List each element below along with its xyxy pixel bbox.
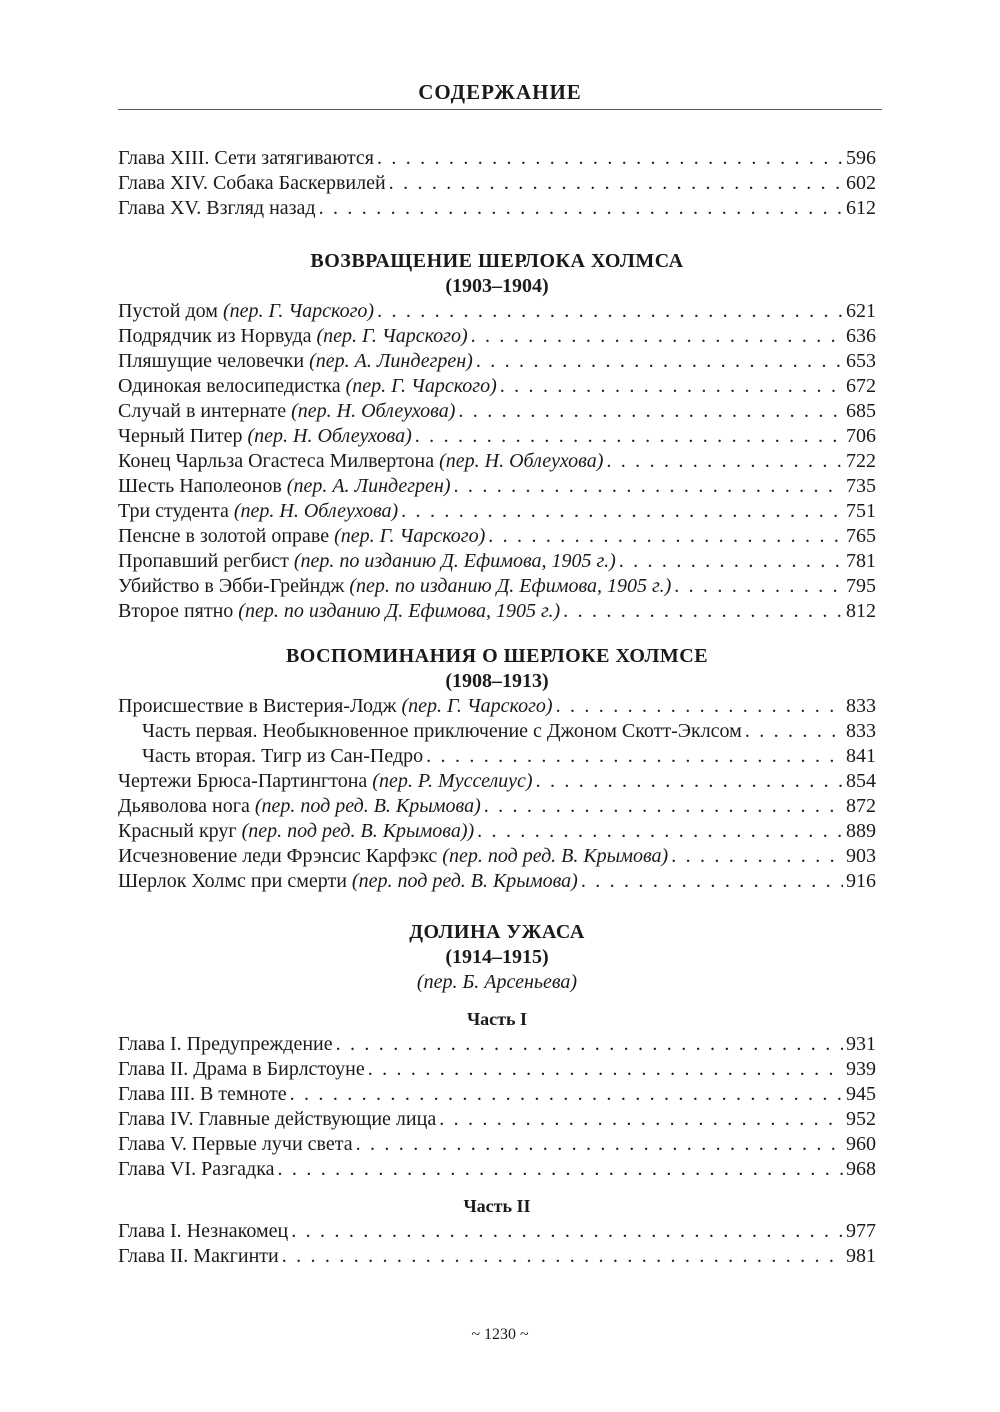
toc-entry	[118, 349, 876, 374]
toc-entry	[118, 374, 876, 399]
toc-entry-translator: (пер. Г. Чарского)	[316, 325, 468, 347]
toc-page-number: 812	[846, 600, 876, 622]
toc-page-number: 751	[846, 500, 876, 522]
toc-dot-leader	[426, 744, 843, 769]
toc-page-number: 968	[846, 1158, 876, 1180]
toc-entry	[118, 1032, 876, 1057]
toc-entry-translator: (пер. под ред. В. Крымова))	[241, 820, 475, 842]
toc-entry	[118, 1244, 876, 1269]
toc-dot-leader	[377, 299, 843, 324]
toc-entry	[118, 146, 876, 171]
toc-entry	[118, 399, 876, 424]
section-title: ВОСПОМИНАНИЯ О ШЕРЛОКЕ ХОЛМСЕ	[285, 645, 709, 667]
toc-dot-leader	[458, 399, 843, 424]
toc-dot-leader	[415, 424, 843, 449]
toc-page-number: 795	[846, 575, 876, 597]
toc-page-number: 621	[846, 300, 876, 322]
toc-entry	[118, 1219, 876, 1244]
toc-dot-leader	[745, 719, 843, 744]
toc-entry-title: Глава VI. Разгадка	[118, 1158, 275, 1180]
running-header: СОДЕРЖАНИЕ	[118, 80, 882, 110]
toc-dot-leader	[291, 1219, 843, 1244]
toc-page-number: 854	[846, 770, 876, 792]
toc-entry	[118, 869, 876, 894]
toc-entry-title: Глава III. В темноте	[118, 1083, 287, 1105]
toc-entry	[118, 1157, 876, 1182]
toc-dot-leader	[500, 374, 843, 399]
toc-entry-title: Пустой дом (пер. Г. Чарского)	[118, 300, 375, 322]
toc-page-number: 903	[846, 845, 876, 867]
toc-entry	[118, 574, 876, 599]
toc-entry-title: Одинокая велосипедистка (пер. Г. Чарского)	[118, 375, 497, 397]
toc-entry-title: Шесть Наполеонов (пер. А. Линдегрен)	[118, 475, 451, 497]
toc-page-number: 636	[846, 325, 876, 347]
toc-entry	[118, 171, 876, 196]
toc-entry-title: Пляшущие человечки (пер. А. Линдегрен)	[118, 350, 473, 372]
toc-dot-leader	[356, 1132, 843, 1157]
toc-page-number: 685	[846, 400, 876, 422]
toc-dot-leader	[536, 769, 843, 794]
toc-dot-leader	[484, 794, 843, 819]
toc-entry	[118, 424, 876, 449]
toc-dot-leader	[377, 146, 843, 171]
toc-entry-translator: (пер. Г. Чарского)	[401, 695, 553, 717]
toc-dot-leader	[488, 524, 843, 549]
toc-entry-title: Исчезновение леди Фрэнсис Карфэкс (пер. под ред. В. Крымова)	[118, 845, 669, 867]
toc-entry-title: Случай в интернате (пер. Н. Облеухова)	[118, 400, 456, 422]
toc-dot-leader	[556, 694, 843, 719]
toc-page-number: 952	[846, 1108, 876, 1130]
part-entries	[118, 1219, 876, 1269]
toc-entry-title: Конец Чарльза Огастеса Милвертона (пер. Н. Облеухова)	[118, 450, 604, 472]
toc-entry-title: Второе пятно (пер. по изданию Д. Ефимова, 1905 г.)	[118, 600, 561, 622]
toc-entry-translator: (пер. Н. Облеухова)	[291, 400, 456, 422]
toc-page-number: 706	[846, 425, 876, 447]
toc-entry	[118, 299, 876, 324]
toc-entry	[118, 719, 876, 744]
toc-entry-title: Глава XV. Взгляд назад	[118, 197, 316, 219]
toc-entry-title: Убийство в Эбби-Грейндж (пер. по изданию Д. Ефимова, 1905 г.)	[118, 575, 672, 597]
toc-page-number: 981	[846, 1245, 876, 1267]
section-title: ВОЗВРАЩЕНИЕ ШЕРЛОКА ХОЛМСА	[310, 250, 684, 272]
toc-entry-title: Глава I. Предупреждение	[118, 1033, 333, 1055]
toc-page-number: 672	[846, 375, 876, 397]
toc-entry-title: Красный круг (пер. под ред. В. Крымова))	[118, 820, 475, 842]
toc-entry	[118, 794, 876, 819]
toc-entry-translator: (пер. по изданию Д. Ефимова, 1905 г.)	[293, 550, 616, 572]
toc-dot-leader	[278, 1157, 843, 1182]
toc-entry-translator: (пер. А. Линдегрен)	[309, 350, 473, 372]
section-translator: (пер. Б. Арсеньева)	[416, 971, 578, 993]
toc-entry-translator: (пер. по изданию Д. Ефимова, 1905 г.)	[238, 600, 561, 622]
toc-entry-title: Пенсне в золотой оправе (пер. Г. Чарского)	[118, 525, 486, 547]
section-years: (1903–1904)	[445, 275, 549, 297]
toc-page-number: 765	[846, 525, 876, 547]
toc-entry-title: Шерлок Холмс при смерти (пер. под ред. В. Крымова)	[118, 870, 578, 892]
toc-dot-leader	[563, 599, 843, 624]
toc-entry	[118, 599, 876, 624]
toc-dot-leader	[471, 324, 843, 349]
toc-dot-leader	[389, 171, 843, 196]
toc-continued-entries	[118, 146, 876, 221]
toc-entry-title: Глава I. Незнакомец	[118, 1220, 289, 1242]
toc-entry-translator: (пер. по изданию Д. Ефимова, 1905 г.)	[349, 575, 672, 597]
part-title: Часть II	[463, 1196, 531, 1216]
toc-entry	[118, 524, 876, 549]
toc-entry	[118, 499, 876, 524]
toc-entry-title: Чертежи Брюса-Партингтона (пер. Р. Мусселиус)	[118, 770, 533, 792]
toc-dot-leader	[336, 1032, 843, 1057]
toc-page-number: 960	[846, 1133, 876, 1155]
toc-dot-leader	[439, 1107, 843, 1132]
toc-entry-title: Глава XIV. Собака Баскервилей	[118, 172, 386, 194]
toc-page-number: 833	[846, 720, 876, 742]
page-number: ~ 1230 ~	[471, 1326, 529, 1343]
toc-entry	[118, 769, 876, 794]
toc-page-number: 945	[846, 1083, 876, 1105]
toc-dot-leader	[401, 499, 843, 524]
part-title: Часть I	[466, 1009, 528, 1029]
toc-entry-translator: (пер. А. Линдегрен)	[286, 475, 451, 497]
toc-dot-leader	[606, 449, 843, 474]
toc-page-number: 916	[846, 870, 876, 892]
toc-entry-title: Глава XIII. Сети затягиваются	[118, 147, 374, 169]
toc-dot-leader	[282, 1244, 843, 1269]
toc-entry	[118, 1057, 876, 1082]
toc-entry-translator: (пер. Н. Облеухова)	[439, 450, 604, 472]
toc-page-number: 872	[846, 795, 876, 817]
toc-page-number: 833	[846, 695, 876, 717]
toc-entry-title: Подрядчик из Норвуда (пер. Г. Чарского)	[118, 325, 468, 347]
toc-dot-leader	[671, 844, 843, 869]
toc-page-number: 596	[846, 147, 876, 169]
toc-page-number: 841	[846, 745, 876, 767]
toc-entry-title: Три студента (пер. Н. Облеухова)	[118, 500, 399, 522]
toc-entry-title: Пропавший регбист (пер. по изданию Д. Ефимова, 1905 г.)	[118, 550, 616, 572]
section-years: (1908–1913)	[445, 670, 549, 692]
toc-entry-title: Черный Питер (пер. Н. Облеухова)	[118, 425, 412, 447]
toc-entry-translator: (пер. Г. Чарского)	[334, 525, 486, 547]
toc-page-number: 939	[846, 1058, 876, 1080]
toc-entry-title: Глава II. Макгинти	[118, 1245, 279, 1267]
toc-entry-translator: (пер. под ред. В. Крымова)	[442, 845, 669, 867]
section-entries	[118, 694, 876, 894]
toc-dot-leader	[290, 1082, 843, 1107]
table-of-contents	[118, 146, 876, 1269]
toc-page-number: 653	[846, 350, 876, 372]
toc-page-number: 977	[846, 1220, 876, 1242]
toc-dot-leader	[476, 349, 843, 374]
toc-page-number: 602	[846, 172, 876, 194]
toc-entry-title: Глава IV. Главные действующие лица	[118, 1108, 437, 1130]
toc-dot-leader	[368, 1057, 843, 1082]
toc-page-number: 931	[846, 1033, 876, 1055]
toc-dot-leader	[454, 474, 843, 499]
toc-entry	[118, 474, 876, 499]
toc-entry-translator: (пер. Н. Облеухова)	[247, 425, 412, 447]
toc-entry-translator: (пер. Н. Облеухова)	[233, 500, 399, 522]
toc-entry	[118, 449, 876, 474]
toc-page-number: 781	[846, 550, 876, 572]
toc-page-number: 612	[846, 197, 876, 219]
toc-entry-translator: (пер. Г. Чарского)	[345, 375, 497, 397]
toc-dot-leader	[319, 196, 843, 221]
toc-dot-leader	[477, 819, 843, 844]
toc-entry	[118, 1082, 876, 1107]
toc-dot-leader	[674, 574, 843, 599]
toc-entry	[118, 196, 876, 221]
toc-entry	[118, 324, 876, 349]
toc-entry	[118, 549, 876, 574]
toc-entry-title: Глава II. Драма в Бирлстоуне	[118, 1058, 365, 1080]
toc-page-number: 735	[846, 475, 876, 497]
toc-entry-translator: (пер. под ред. В. Крымова)	[351, 870, 578, 892]
toc-dot-leader	[581, 869, 843, 894]
toc-entry	[118, 1107, 876, 1132]
toc-entry-translator: (пер. под ред. В. Крымова)	[254, 795, 481, 817]
toc-entry	[118, 819, 876, 844]
toc-entry-title: Дьяволова нога (пер. под ред. В. Крымова)	[118, 795, 481, 817]
toc-dot-leader	[619, 549, 843, 574]
toc-entry-translator: (пер. Р. Мусселиус)	[372, 770, 533, 792]
toc-entry	[118, 1132, 876, 1157]
section-title: ДОЛИНА УЖАСА	[409, 921, 585, 943]
toc-page-number: 889	[846, 820, 876, 842]
toc-entry	[118, 844, 876, 869]
toc-page-number: 722	[846, 450, 876, 472]
toc-entry	[118, 694, 876, 719]
toc-entry-title: Часть вторая. Тигр из Сан-Педро	[142, 745, 424, 767]
toc-entry-title: Часть первая. Необыкновенное приключение с Джоном Скотт-Эклсом	[142, 720, 742, 742]
section-entries	[118, 299, 876, 624]
toc-entry-title: Глава V. Первые лучи света	[118, 1133, 353, 1155]
section-years: (1914–1915)	[445, 946, 549, 968]
toc-entry	[118, 744, 876, 769]
toc-entry-translator: (пер. Г. Чарского)	[222, 300, 375, 322]
part-entries	[118, 1032, 876, 1182]
toc-entry-title: Происшествие в Вистерия-Лодж (пер. Г. Чарского)	[118, 695, 553, 717]
